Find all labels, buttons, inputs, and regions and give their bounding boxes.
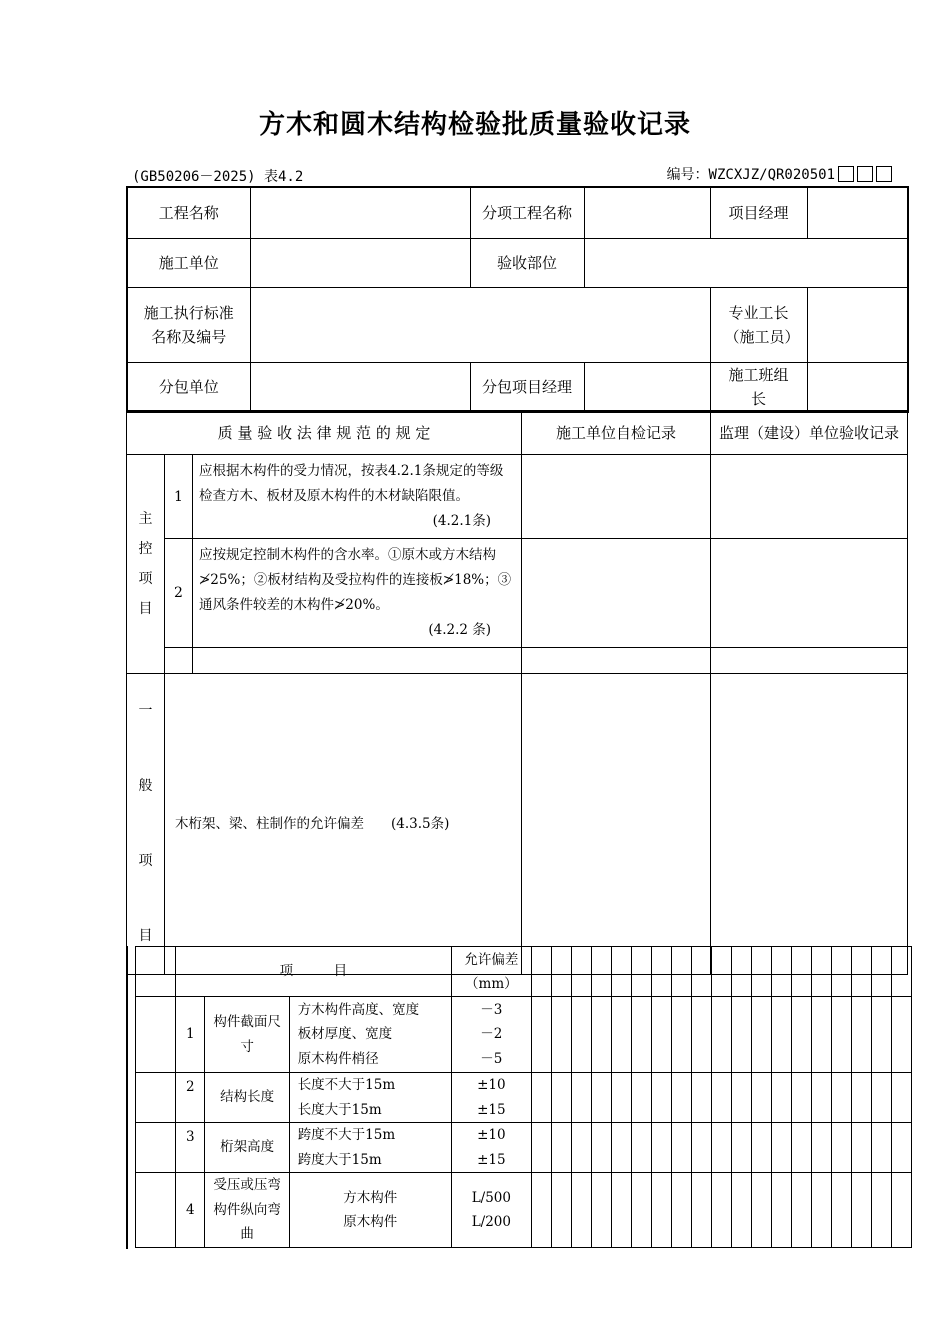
deviation-row-number: 2 bbox=[176, 1073, 205, 1123]
measure-cell[interactable] bbox=[551, 947, 571, 997]
item-1-number: 1 bbox=[165, 455, 193, 539]
deviation-values bbox=[451, 997, 531, 1073]
measure-cell[interactable] bbox=[531, 997, 551, 1073]
measure-cell[interactable] bbox=[871, 1173, 891, 1248]
deviation-sub-item: 跨度不大于15m bbox=[297, 1127, 396, 1143]
team-leader-field[interactable] bbox=[807, 362, 908, 412]
measure-cell[interactable] bbox=[851, 1123, 871, 1173]
measure-cell[interactable] bbox=[771, 947, 791, 997]
item-1-supervision[interactable] bbox=[711, 455, 908, 539]
measure-cell[interactable] bbox=[611, 1173, 631, 1248]
item-1-text: 应根据木构件的受力情况，按表4.2.1条规定的等级检查方木、板材及原木构件的木材缺陷限值。 bbox=[199, 463, 504, 504]
standard-name-label bbox=[127, 287, 250, 362]
measure-cell[interactable] bbox=[691, 947, 711, 997]
code-box-2[interactable] bbox=[857, 166, 873, 182]
deviation-blank-cell bbox=[136, 947, 176, 997]
measure-cell[interactable] bbox=[851, 1173, 871, 1248]
general-self-check[interactable] bbox=[522, 674, 711, 975]
left-border-line bbox=[126, 946, 128, 1249]
measure-cell[interactable] bbox=[631, 1073, 651, 1123]
measure-cell[interactable] bbox=[671, 1173, 691, 1248]
measure-cell[interactable] bbox=[651, 947, 671, 997]
code-box-3[interactable] bbox=[876, 166, 892, 182]
record-code bbox=[667, 164, 892, 184]
standard-name-line-1: 施工执行标准 bbox=[143, 303, 234, 322]
measure-cell[interactable] bbox=[891, 997, 911, 1073]
measure-cell[interactable] bbox=[651, 1073, 671, 1123]
supervision-header: 监理（建设）单位验收记录 bbox=[711, 411, 908, 455]
item-3-supervision[interactable] bbox=[711, 648, 908, 674]
measure-cell[interactable] bbox=[791, 1173, 811, 1248]
item-2-requirement bbox=[193, 539, 522, 648]
deviation-value: －2 bbox=[480, 1026, 503, 1043]
general-supervision[interactable] bbox=[711, 674, 908, 975]
measure-cell[interactable] bbox=[591, 997, 611, 1073]
measure-cell[interactable] bbox=[551, 997, 571, 1073]
measure-cell[interactable] bbox=[711, 1173, 731, 1248]
general-items-label bbox=[127, 674, 165, 975]
regulation-header: 质 量 验 收 法 律 规 范 的 规 定 bbox=[127, 411, 522, 455]
deviation-values bbox=[451, 1123, 531, 1173]
measure-cell[interactable] bbox=[811, 997, 831, 1073]
measure-cell[interactable] bbox=[751, 947, 771, 997]
measure-cell[interactable] bbox=[871, 1073, 891, 1123]
deviation-sub-items bbox=[289, 1073, 451, 1123]
measure-cell[interactable] bbox=[871, 1123, 891, 1173]
measure-cell[interactable] bbox=[851, 1073, 871, 1123]
measure-cell[interactable] bbox=[611, 997, 631, 1073]
deviation-row-number: 1 bbox=[176, 997, 205, 1073]
quality-table bbox=[126, 410, 908, 975]
item-2-supervision[interactable] bbox=[711, 539, 908, 648]
measure-cell[interactable] bbox=[771, 1123, 791, 1173]
deviation-value: ±15 bbox=[477, 1151, 506, 1168]
main-items-char-2: 控 bbox=[138, 541, 153, 557]
deviation-value: ±15 bbox=[477, 1101, 506, 1118]
deviation-item-name: 桁架高度 bbox=[205, 1123, 289, 1173]
measure-cell[interactable] bbox=[891, 1173, 911, 1248]
project-manager-label: 项目经理 bbox=[710, 187, 807, 238]
measure-cell[interactable] bbox=[831, 1173, 851, 1248]
measure-cell[interactable] bbox=[531, 1123, 551, 1173]
measure-cell[interactable] bbox=[611, 1123, 631, 1173]
deviation-blank-cell bbox=[136, 1073, 176, 1123]
deviation-sub-item: 原木构件 bbox=[343, 1214, 398, 1230]
deviation-value: ±10 bbox=[477, 1077, 506, 1093]
measure-cell[interactable] bbox=[751, 1073, 771, 1123]
self-check-header: 施工单位自检记录 bbox=[522, 411, 711, 455]
measure-cell[interactable] bbox=[591, 947, 611, 997]
measure-cell[interactable] bbox=[551, 1123, 571, 1173]
measure-cell[interactable] bbox=[551, 1073, 571, 1123]
measure-cell[interactable] bbox=[731, 1173, 751, 1248]
measure-cell[interactable] bbox=[531, 1173, 551, 1248]
item-2-ref: (4.2.2 条) bbox=[428, 622, 492, 638]
measure-cell[interactable] bbox=[811, 1123, 831, 1173]
measure-cell[interactable] bbox=[631, 1123, 651, 1173]
main-items-label bbox=[127, 455, 165, 674]
deviation-value: －3 bbox=[480, 1001, 503, 1018]
measure-cell[interactable] bbox=[791, 1123, 811, 1173]
allow-header: 允许偏差（mm） bbox=[451, 947, 531, 997]
foreman-field[interactable] bbox=[807, 287, 908, 362]
measure-cell[interactable] bbox=[631, 947, 651, 997]
general-items-char-1: 一 bbox=[138, 703, 153, 719]
measure-cell[interactable] bbox=[831, 997, 851, 1073]
deviation-sub-item: 板材厚度、宽度 bbox=[297, 1026, 393, 1043]
measure-cell[interactable] bbox=[811, 1173, 831, 1248]
deviation-blank-cell bbox=[136, 1173, 176, 1248]
measure-cell[interactable] bbox=[731, 997, 751, 1073]
measure-cell[interactable] bbox=[711, 1123, 731, 1173]
measure-cell[interactable] bbox=[711, 997, 731, 1073]
standard-name-line-2: 名称及编号 bbox=[151, 327, 227, 346]
measure-cell[interactable] bbox=[891, 1123, 911, 1173]
measure-cell[interactable] bbox=[671, 947, 691, 997]
deviation-row-number: 3 bbox=[176, 1123, 205, 1173]
deviation-blank-cell bbox=[136, 997, 176, 1073]
deviation-table bbox=[135, 946, 912, 1248]
measure-cell[interactable] bbox=[531, 947, 551, 997]
deviation-item-name: 受压或压弯构件纵向弯曲 bbox=[205, 1173, 289, 1248]
measure-cell[interactable] bbox=[671, 997, 691, 1073]
item-2-self-check[interactable] bbox=[522, 539, 711, 648]
measure-cell[interactable] bbox=[591, 1173, 611, 1248]
measure-cell[interactable] bbox=[651, 1123, 671, 1173]
sub-project-label: 分项工程名称 bbox=[470, 187, 584, 238]
acceptance-part-field[interactable] bbox=[584, 238, 908, 287]
sub-manager-field[interactable] bbox=[584, 362, 710, 412]
deviation-sub-items bbox=[289, 1173, 451, 1248]
measure-cell[interactable] bbox=[871, 997, 891, 1073]
measure-cell[interactable] bbox=[751, 1173, 771, 1248]
measure-cell[interactable] bbox=[591, 1123, 611, 1173]
deviation-item-name: 结构长度 bbox=[205, 1073, 289, 1123]
deviation-value: L/500 bbox=[471, 1189, 511, 1206]
sub-manager-label: 分包项目经理 bbox=[470, 362, 584, 412]
main-items-char-4: 目 bbox=[138, 601, 153, 617]
record-code-text: 编号：WZCXJZ/QR020501 bbox=[666, 167, 835, 183]
measure-cell[interactable] bbox=[691, 997, 711, 1073]
subcontractor-field[interactable] bbox=[250, 362, 470, 412]
item-3-requirement[interactable] bbox=[193, 648, 522, 674]
header-table bbox=[126, 186, 909, 413]
measure-cell[interactable] bbox=[751, 997, 771, 1073]
deviation-value: ±10 bbox=[477, 1127, 506, 1143]
item-1-ref: (4.2.1条) bbox=[432, 513, 492, 529]
measure-cell[interactable] bbox=[731, 1123, 751, 1173]
general-items-char-4: 目 bbox=[138, 928, 153, 944]
main-items-char-3: 项 bbox=[138, 571, 153, 587]
standard-reference: (GB50206－2025) 表4.2 bbox=[132, 169, 304, 185]
measure-cell[interactable] bbox=[671, 1123, 691, 1173]
measure-cell[interactable] bbox=[891, 1073, 911, 1123]
measure-cell[interactable] bbox=[551, 1173, 571, 1248]
measure-cell[interactable] bbox=[571, 997, 591, 1073]
main-items-char-1: 主 bbox=[138, 511, 153, 527]
measure-cell[interactable] bbox=[651, 1173, 671, 1248]
general-items-char-3: 项 bbox=[138, 853, 153, 869]
measure-cell[interactable] bbox=[571, 947, 591, 997]
item-1-self-check[interactable] bbox=[522, 455, 711, 539]
measure-cell[interactable] bbox=[791, 947, 811, 997]
measure-cell[interactable] bbox=[831, 1123, 851, 1173]
measure-cell[interactable] bbox=[791, 1073, 811, 1123]
item-2-number: 2 bbox=[165, 539, 193, 648]
deviation-sub-items bbox=[289, 1123, 451, 1173]
general-items-char-2: 般 bbox=[138, 778, 153, 794]
measure-cell[interactable] bbox=[651, 997, 671, 1073]
general-items-text: 木桁架、梁、柱制作的允许偏差 (4.3.5条) bbox=[165, 674, 522, 975]
deviation-sub-item: 长度大于15m bbox=[297, 1101, 382, 1118]
deviation-sub-item: 方木构件 bbox=[343, 1189, 398, 1206]
measure-cell[interactable] bbox=[811, 947, 831, 997]
measure-cell[interactable] bbox=[791, 997, 811, 1073]
construction-unit-field[interactable] bbox=[250, 238, 470, 287]
team-leader-label: 施工班组长 bbox=[710, 362, 807, 412]
measure-cell[interactable] bbox=[571, 1173, 591, 1248]
deviation-sub-item: 长度不大于15m bbox=[297, 1077, 396, 1093]
measure-cell[interactable] bbox=[731, 947, 751, 997]
item-1-requirement bbox=[193, 455, 522, 539]
measure-cell[interactable] bbox=[691, 1123, 711, 1173]
measure-cell[interactable] bbox=[671, 1073, 691, 1123]
item-header: 项 目 bbox=[176, 947, 452, 997]
measure-cell[interactable] bbox=[691, 1073, 711, 1123]
deviation-value: －5 bbox=[480, 1050, 503, 1067]
measure-cell[interactable] bbox=[531, 1073, 551, 1123]
deviation-sub-item: 方木构件高度、宽度 bbox=[297, 1001, 420, 1018]
measure-cell[interactable] bbox=[871, 947, 891, 997]
project-name-field[interactable] bbox=[250, 187, 470, 238]
measure-cell[interactable] bbox=[611, 1073, 631, 1123]
measure-cell[interactable] bbox=[851, 997, 871, 1073]
deviation-sub-item: 原木构件梢径 bbox=[297, 1050, 379, 1067]
deviation-value: L/200 bbox=[471, 1214, 511, 1230]
foreman-label: 专业工长（施工员） bbox=[710, 287, 807, 362]
measure-cell[interactable] bbox=[891, 947, 911, 997]
standard-name-field[interactable] bbox=[250, 287, 710, 362]
deviation-blank-cell bbox=[136, 1123, 176, 1173]
sub-project-field[interactable] bbox=[584, 187, 710, 238]
deviation-values bbox=[451, 1173, 531, 1248]
measure-cell[interactable] bbox=[631, 997, 651, 1073]
measure-cell[interactable] bbox=[771, 1173, 791, 1248]
subcontractor-label: 分包单位 bbox=[127, 362, 250, 412]
item-2-text: 应按规定控制木构件的含水率。①原木或方木结构≯25%；②板材结构及受拉构件的连接板≯18%；③通风条件较差的木构件≯20%。 bbox=[199, 547, 512, 613]
measure-cell[interactable] bbox=[771, 1073, 791, 1123]
measure-cell[interactable] bbox=[731, 1073, 751, 1123]
deviation-sub-item: 跨度大于15m bbox=[297, 1151, 382, 1168]
measure-cell[interactable] bbox=[631, 1173, 651, 1248]
deviation-values bbox=[451, 1073, 531, 1123]
deviation-sub-items bbox=[289, 997, 451, 1073]
acceptance-part-label: 验收部位 bbox=[470, 238, 584, 287]
deviation-row-number: 4 bbox=[176, 1173, 205, 1248]
measure-cell[interactable] bbox=[751, 1123, 771, 1173]
measure-cell[interactable] bbox=[771, 997, 791, 1073]
item-3-self-check[interactable] bbox=[522, 648, 711, 674]
code-box-1[interactable] bbox=[838, 166, 854, 182]
measure-cell[interactable] bbox=[591, 1073, 611, 1123]
project-name-label: 工程名称 bbox=[127, 187, 250, 238]
measure-cell[interactable] bbox=[711, 947, 731, 997]
item-3-number bbox=[165, 648, 193, 674]
measure-cell[interactable] bbox=[831, 1073, 851, 1123]
project-manager-field[interactable] bbox=[807, 187, 908, 238]
page-title: 方木和圆木结构检验批质量验收记录 bbox=[258, 110, 691, 140]
measure-cell[interactable] bbox=[711, 1073, 731, 1123]
measure-cell[interactable] bbox=[851, 947, 871, 997]
measure-cell[interactable] bbox=[571, 1123, 591, 1173]
deviation-item-name: 构件截面尺寸 bbox=[205, 997, 289, 1073]
measure-cell[interactable] bbox=[571, 1073, 591, 1123]
construction-unit-label: 施工单位 bbox=[127, 238, 250, 287]
measure-cell[interactable] bbox=[811, 1073, 831, 1123]
measure-cell[interactable] bbox=[831, 947, 851, 997]
measure-cell[interactable] bbox=[611, 947, 631, 997]
measure-cell[interactable] bbox=[691, 1173, 711, 1248]
